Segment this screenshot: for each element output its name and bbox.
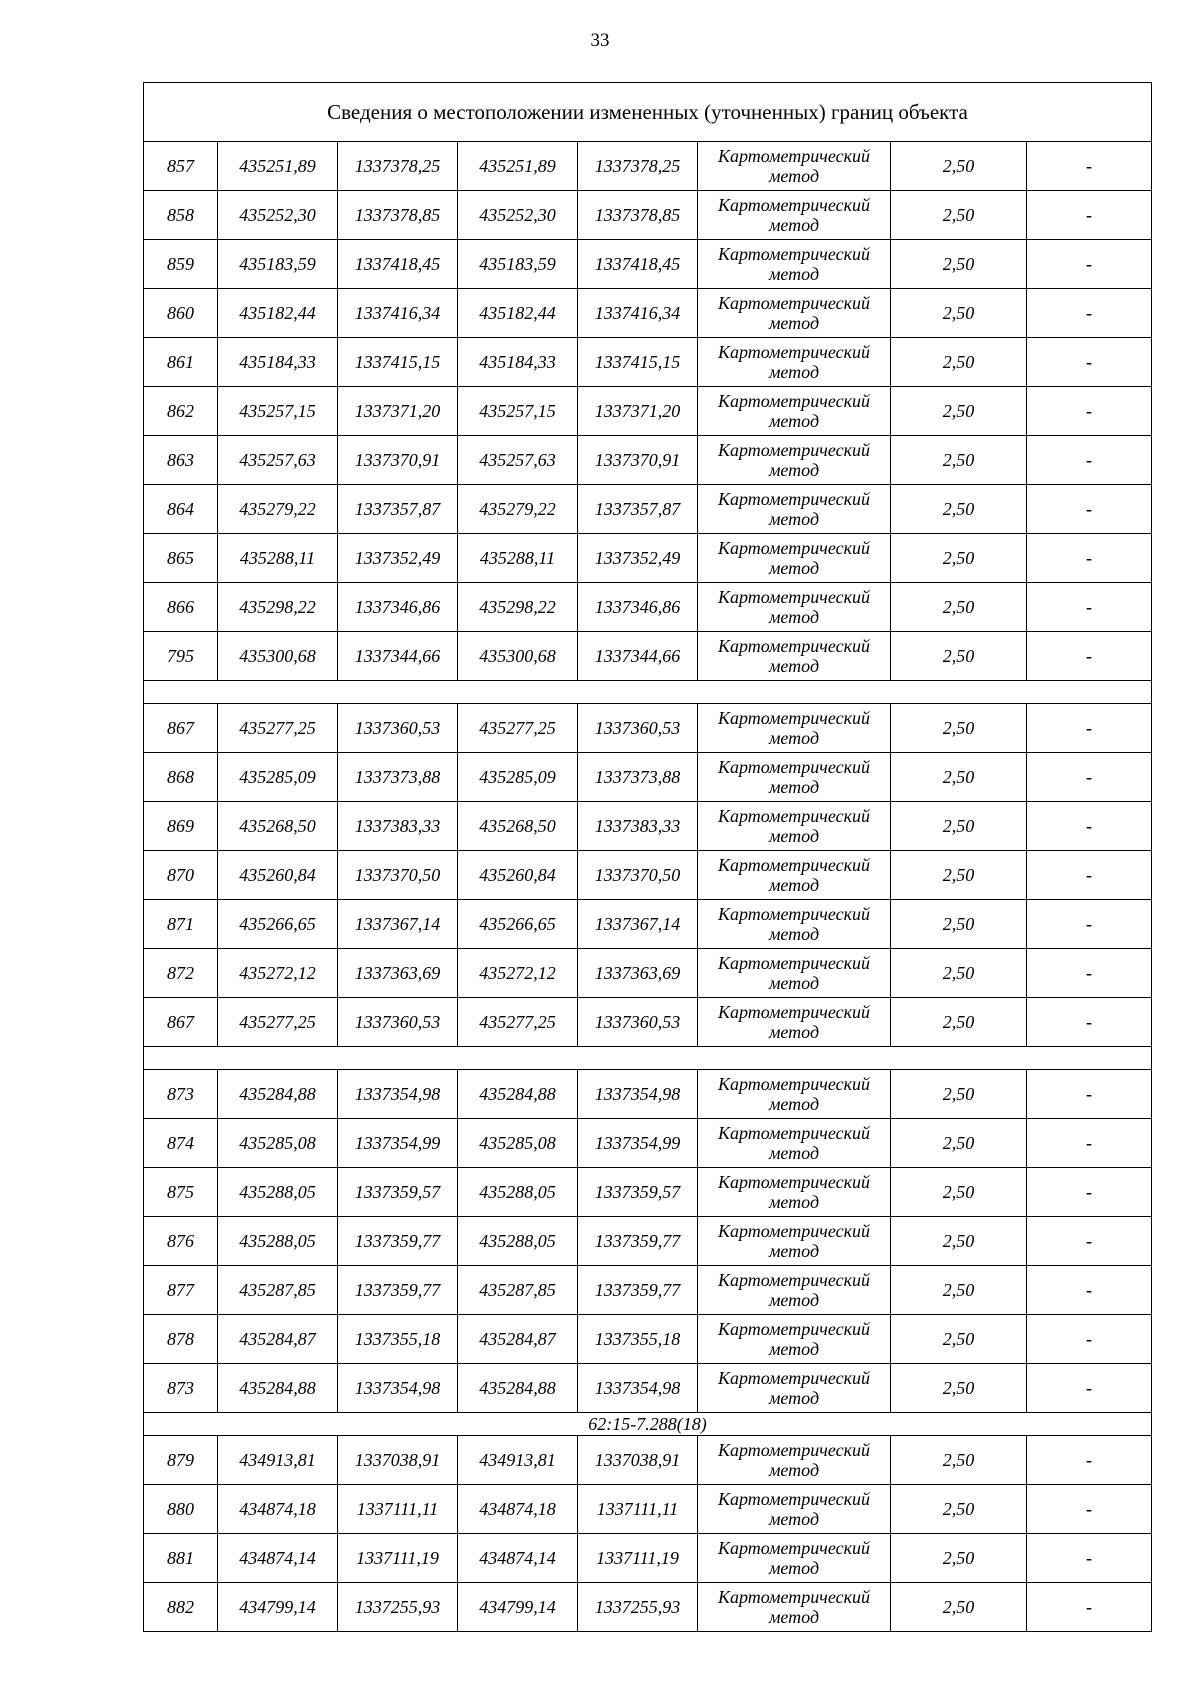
existing-x-cell: 435266,65	[218, 900, 338, 949]
accuracy-cell: 2,50	[891, 436, 1027, 485]
new-y-cell: 1337038,91	[578, 1436, 698, 1485]
existing-y-cell: 1337111,11	[338, 1485, 458, 1534]
method-cell: Картометрический метод	[698, 851, 891, 900]
method-cell: Картометрический метод	[698, 802, 891, 851]
boundary-coordinates-table	[143, 82, 1152, 1632]
table-row	[144, 998, 1152, 1047]
table-row	[144, 338, 1152, 387]
contour-separator	[144, 1047, 1152, 1070]
table-row	[144, 851, 1152, 900]
accuracy-cell: 2,50	[891, 240, 1027, 289]
new-y-cell: 1337357,87	[578, 485, 698, 534]
existing-y-cell: 1337367,14	[338, 900, 458, 949]
description-cell: -	[1027, 1534, 1152, 1583]
method-cell: Картометрический метод	[698, 1217, 891, 1266]
method-cell: Картометрический метод	[698, 1070, 891, 1119]
table-row	[144, 534, 1152, 583]
method-cell: Картометрический метод	[698, 900, 891, 949]
new-x-cell: 435183,59	[458, 240, 578, 289]
method-cell: Картометрический метод	[698, 949, 891, 998]
existing-x-cell: 435300,68	[218, 632, 338, 681]
table-row	[144, 900, 1152, 949]
point-number-cell: 863	[144, 436, 218, 485]
point-number-cell: 874	[144, 1119, 218, 1168]
table-row	[144, 1583, 1152, 1632]
method-cell: Картометрический метод	[698, 534, 891, 583]
point-number-cell: 860	[144, 289, 218, 338]
existing-x-cell: 435260,84	[218, 851, 338, 900]
accuracy-cell: 2,50	[891, 900, 1027, 949]
new-y-cell: 1337344,66	[578, 632, 698, 681]
accuracy-cell: 2,50	[891, 802, 1027, 851]
accuracy-cell: 2,50	[891, 704, 1027, 753]
accuracy-cell: 2,50	[891, 998, 1027, 1047]
point-number-cell: 880	[144, 1485, 218, 1534]
new-y-cell: 1337255,93	[578, 1583, 698, 1632]
accuracy-cell: 2,50	[891, 1119, 1027, 1168]
method-cell: Картометрический метод	[698, 338, 891, 387]
existing-y-cell: 1337359,77	[338, 1266, 458, 1315]
method-cell: Картометрический метод	[698, 1315, 891, 1364]
new-x-cell: 435284,88	[458, 1070, 578, 1119]
method-cell: Картометрический метод	[698, 1485, 891, 1534]
new-y-cell: 1337354,99	[578, 1119, 698, 1168]
new-x-cell: 435284,87	[458, 1315, 578, 1364]
new-x-cell: 435184,33	[458, 338, 578, 387]
existing-x-cell: 435251,89	[218, 142, 338, 191]
existing-y-cell: 1337255,93	[338, 1583, 458, 1632]
new-y-cell: 1337383,33	[578, 802, 698, 851]
existing-x-cell: 435277,25	[218, 704, 338, 753]
new-x-cell: 435284,88	[458, 1364, 578, 1413]
existing-y-cell: 1337371,20	[338, 387, 458, 436]
table-row	[144, 1436, 1152, 1485]
method-cell: Картометрический метод	[698, 632, 891, 681]
description-cell: -	[1027, 583, 1152, 632]
description-cell: -	[1027, 289, 1152, 338]
new-x-cell: 435277,25	[458, 704, 578, 753]
point-number-cell: 873	[144, 1070, 218, 1119]
new-y-cell: 1337370,50	[578, 851, 698, 900]
accuracy-cell: 2,50	[891, 851, 1027, 900]
existing-y-cell: 1337344,66	[338, 632, 458, 681]
accuracy-cell: 2,50	[891, 338, 1027, 387]
existing-y-cell: 1337038,91	[338, 1436, 458, 1485]
point-number-cell: 865	[144, 534, 218, 583]
point-number-cell: 873	[144, 1364, 218, 1413]
new-x-cell: 435277,25	[458, 998, 578, 1047]
table-row	[144, 387, 1152, 436]
new-x-cell: 434874,18	[458, 1485, 578, 1534]
table-row	[144, 485, 1152, 534]
point-number-cell: 868	[144, 753, 218, 802]
description-cell: -	[1027, 1070, 1152, 1119]
description-cell: -	[1027, 338, 1152, 387]
table-row	[144, 142, 1152, 191]
existing-y-cell: 1337352,49	[338, 534, 458, 583]
accuracy-cell: 2,50	[891, 387, 1027, 436]
section-header-row	[144, 1413, 1152, 1436]
new-y-cell: 1337359,57	[578, 1168, 698, 1217]
new-x-cell: 434799,14	[458, 1583, 578, 1632]
new-x-cell: 435257,63	[458, 436, 578, 485]
new-x-cell: 435182,44	[458, 289, 578, 338]
new-y-cell: 1337415,15	[578, 338, 698, 387]
accuracy-cell: 2,50	[891, 534, 1027, 583]
description-cell: -	[1027, 1217, 1152, 1266]
existing-y-cell: 1337370,91	[338, 436, 458, 485]
table-row	[144, 436, 1152, 485]
table-row	[144, 240, 1152, 289]
point-number-cell: 861	[144, 338, 218, 387]
description-cell: -	[1027, 485, 1152, 534]
table-row	[144, 191, 1152, 240]
section-header: 62:15-7.288(18)	[144, 1413, 1152, 1436]
description-cell: -	[1027, 998, 1152, 1047]
point-number-cell: 866	[144, 583, 218, 632]
method-cell: Картометрический метод	[698, 753, 891, 802]
existing-x-cell: 435298,22	[218, 583, 338, 632]
existing-y-cell: 1337111,19	[338, 1534, 458, 1583]
point-number-cell: 882	[144, 1583, 218, 1632]
accuracy-cell: 2,50	[891, 1364, 1027, 1413]
existing-x-cell: 435268,50	[218, 802, 338, 851]
point-number-cell: 870	[144, 851, 218, 900]
existing-x-cell: 435284,87	[218, 1315, 338, 1364]
new-y-cell: 1337378,85	[578, 191, 698, 240]
new-x-cell: 435268,50	[458, 802, 578, 851]
existing-x-cell: 435277,25	[218, 998, 338, 1047]
new-x-cell: 434913,81	[458, 1436, 578, 1485]
description-cell: -	[1027, 1583, 1152, 1632]
method-cell: Картометрический метод	[698, 436, 891, 485]
existing-y-cell: 1337373,88	[338, 753, 458, 802]
existing-x-cell: 434913,81	[218, 1436, 338, 1485]
new-x-cell: 435300,68	[458, 632, 578, 681]
table-row	[144, 1119, 1152, 1168]
description-cell: -	[1027, 900, 1152, 949]
existing-x-cell: 435257,15	[218, 387, 338, 436]
table-title-row	[144, 83, 1152, 142]
new-y-cell: 1337352,49	[578, 534, 698, 583]
accuracy-cell: 2,50	[891, 191, 1027, 240]
accuracy-cell: 2,50	[891, 1266, 1027, 1315]
existing-y-cell: 1337346,86	[338, 583, 458, 632]
method-cell: Картометрический метод	[698, 583, 891, 632]
description-cell: -	[1027, 1364, 1152, 1413]
description-cell: -	[1027, 436, 1152, 485]
new-y-cell: 1337373,88	[578, 753, 698, 802]
existing-y-cell: 1337378,25	[338, 142, 458, 191]
new-y-cell: 1337359,77	[578, 1217, 698, 1266]
new-x-cell: 435266,65	[458, 900, 578, 949]
accuracy-cell: 2,50	[891, 632, 1027, 681]
new-y-cell: 1337360,53	[578, 704, 698, 753]
existing-y-cell: 1337378,85	[338, 191, 458, 240]
contour-separator-row	[144, 1047, 1152, 1070]
existing-y-cell: 1337354,98	[338, 1070, 458, 1119]
new-x-cell: 435287,85	[458, 1266, 578, 1315]
new-y-cell: 1337378,25	[578, 142, 698, 191]
point-number-cell: 867	[144, 704, 218, 753]
point-number-cell: 878	[144, 1315, 218, 1364]
point-number-cell: 867	[144, 998, 218, 1047]
accuracy-cell: 2,50	[891, 583, 1027, 632]
description-cell: -	[1027, 632, 1152, 681]
new-y-cell: 1337418,45	[578, 240, 698, 289]
existing-x-cell: 435252,30	[218, 191, 338, 240]
table-row	[144, 583, 1152, 632]
method-cell: Картометрический метод	[698, 1266, 891, 1315]
description-cell: -	[1027, 191, 1152, 240]
accuracy-cell: 2,50	[891, 1168, 1027, 1217]
description-cell: -	[1027, 851, 1152, 900]
existing-y-cell: 1337370,50	[338, 851, 458, 900]
method-cell: Картометрический метод	[698, 387, 891, 436]
method-cell: Картометрический метод	[698, 1436, 891, 1485]
description-cell: -	[1027, 534, 1152, 583]
method-cell: Картометрический метод	[698, 1364, 891, 1413]
table-row	[144, 1485, 1152, 1534]
table-row	[144, 1217, 1152, 1266]
existing-y-cell: 1337354,99	[338, 1119, 458, 1168]
point-number-cell: 858	[144, 191, 218, 240]
table-row	[144, 1315, 1152, 1364]
method-cell: Картометрический метод	[698, 289, 891, 338]
existing-y-cell: 1337355,18	[338, 1315, 458, 1364]
new-y-cell: 1337346,86	[578, 583, 698, 632]
new-x-cell: 435288,05	[458, 1217, 578, 1266]
point-number-cell: 864	[144, 485, 218, 534]
description-cell: -	[1027, 1315, 1152, 1364]
description-cell: -	[1027, 1436, 1152, 1485]
new-y-cell: 1337370,91	[578, 436, 698, 485]
method-cell: Картометрический метод	[698, 1168, 891, 1217]
contour-separator-row	[144, 681, 1152, 704]
accuracy-cell: 2,50	[891, 753, 1027, 802]
point-number-cell: 869	[144, 802, 218, 851]
method-cell: Картометрический метод	[698, 142, 891, 191]
description-cell: -	[1027, 387, 1152, 436]
table-row	[144, 1266, 1152, 1315]
new-x-cell: 435260,84	[458, 851, 578, 900]
new-x-cell: 435285,09	[458, 753, 578, 802]
existing-x-cell: 435285,09	[218, 753, 338, 802]
existing-y-cell: 1337359,57	[338, 1168, 458, 1217]
point-number-cell: 795	[144, 632, 218, 681]
accuracy-cell: 2,50	[891, 1070, 1027, 1119]
existing-x-cell: 435284,88	[218, 1070, 338, 1119]
point-number-cell: 877	[144, 1266, 218, 1315]
existing-x-cell: 435285,08	[218, 1119, 338, 1168]
contour-separator	[144, 681, 1152, 704]
new-x-cell: 435285,08	[458, 1119, 578, 1168]
existing-y-cell: 1337415,15	[338, 338, 458, 387]
accuracy-cell: 2,50	[891, 1436, 1027, 1485]
new-y-cell: 1337354,98	[578, 1364, 698, 1413]
existing-y-cell: 1337354,98	[338, 1364, 458, 1413]
new-x-cell: 435251,89	[458, 142, 578, 191]
new-x-cell: 435272,12	[458, 949, 578, 998]
accuracy-cell: 2,50	[891, 1534, 1027, 1583]
new-x-cell: 435257,15	[458, 387, 578, 436]
table-body	[144, 83, 1152, 1632]
new-y-cell: 1337111,19	[578, 1534, 698, 1583]
description-cell: -	[1027, 240, 1152, 289]
existing-x-cell: 435183,59	[218, 240, 338, 289]
point-number-cell: 872	[144, 949, 218, 998]
description-cell: -	[1027, 1119, 1152, 1168]
description-cell: -	[1027, 1266, 1152, 1315]
description-cell: -	[1027, 1485, 1152, 1534]
method-cell: Картометрический метод	[698, 1119, 891, 1168]
existing-y-cell: 1337360,53	[338, 704, 458, 753]
new-y-cell: 1337360,53	[578, 998, 698, 1047]
existing-x-cell: 435182,44	[218, 289, 338, 338]
existing-x-cell: 435287,85	[218, 1266, 338, 1315]
point-number-cell: 876	[144, 1217, 218, 1266]
description-cell: -	[1027, 802, 1152, 851]
new-y-cell: 1337371,20	[578, 387, 698, 436]
accuracy-cell: 2,50	[891, 289, 1027, 338]
new-x-cell: 435288,11	[458, 534, 578, 583]
point-number-cell: 857	[144, 142, 218, 191]
description-cell: -	[1027, 949, 1152, 998]
existing-x-cell: 435279,22	[218, 485, 338, 534]
page-number: 33	[590, 30, 610, 51]
existing-y-cell: 1337357,87	[338, 485, 458, 534]
new-y-cell: 1337354,98	[578, 1070, 698, 1119]
new-x-cell: 435288,05	[458, 1168, 578, 1217]
existing-x-cell: 434799,14	[218, 1583, 338, 1632]
point-number-cell: 879	[144, 1436, 218, 1485]
description-cell: -	[1027, 704, 1152, 753]
table-row	[144, 704, 1152, 753]
point-number-cell: 875	[144, 1168, 218, 1217]
new-x-cell: 435298,22	[458, 583, 578, 632]
accuracy-cell: 2,50	[891, 1583, 1027, 1632]
existing-x-cell: 435272,12	[218, 949, 338, 998]
point-number-cell: 862	[144, 387, 218, 436]
method-cell: Картометрический метод	[698, 1583, 891, 1632]
method-cell: Картометрический метод	[698, 485, 891, 534]
existing-y-cell: 1337418,45	[338, 240, 458, 289]
new-y-cell: 1337359,77	[578, 1266, 698, 1315]
description-cell: -	[1027, 753, 1152, 802]
new-y-cell: 1337367,14	[578, 900, 698, 949]
existing-x-cell: 434874,18	[218, 1485, 338, 1534]
existing-y-cell: 1337359,77	[338, 1217, 458, 1266]
accuracy-cell: 2,50	[891, 1485, 1027, 1534]
table-row	[144, 949, 1152, 998]
existing-x-cell: 435257,63	[218, 436, 338, 485]
existing-y-cell: 1337363,69	[338, 949, 458, 998]
method-cell: Картометрический метод	[698, 704, 891, 753]
method-cell: Картометрический метод	[698, 998, 891, 1047]
new-y-cell: 1337363,69	[578, 949, 698, 998]
point-number-cell: 881	[144, 1534, 218, 1583]
description-cell: -	[1027, 142, 1152, 191]
table-row	[144, 1534, 1152, 1583]
method-cell: Картометрический метод	[698, 1534, 891, 1583]
new-y-cell: 1337111,11	[578, 1485, 698, 1534]
new-x-cell: 435252,30	[458, 191, 578, 240]
existing-x-cell: 435288,05	[218, 1217, 338, 1266]
point-number-cell: 871	[144, 900, 218, 949]
table-row	[144, 1168, 1152, 1217]
accuracy-cell: 2,50	[891, 1217, 1027, 1266]
table-row	[144, 1364, 1152, 1413]
existing-x-cell: 435288,11	[218, 534, 338, 583]
new-x-cell: 435279,22	[458, 485, 578, 534]
table-row	[144, 632, 1152, 681]
existing-y-cell: 1337416,34	[338, 289, 458, 338]
new-x-cell: 434874,14	[458, 1534, 578, 1583]
table-row	[144, 289, 1152, 338]
existing-y-cell: 1337360,53	[338, 998, 458, 1047]
method-cell: Картометрический метод	[698, 191, 891, 240]
method-cell: Картометрический метод	[698, 240, 891, 289]
accuracy-cell: 2,50	[891, 949, 1027, 998]
existing-x-cell: 435184,33	[218, 338, 338, 387]
accuracy-cell: 2,50	[891, 485, 1027, 534]
existing-y-cell: 1337383,33	[338, 802, 458, 851]
table-row	[144, 1070, 1152, 1119]
table-title: Сведения о местоположении измененных (уточненных) границ объекта	[144, 83, 1152, 142]
existing-x-cell: 434874,14	[218, 1534, 338, 1583]
accuracy-cell: 2,50	[891, 142, 1027, 191]
description-cell: -	[1027, 1168, 1152, 1217]
accuracy-cell: 2,50	[891, 1315, 1027, 1364]
new-y-cell: 1337416,34	[578, 289, 698, 338]
existing-x-cell: 435284,88	[218, 1364, 338, 1413]
existing-x-cell: 435288,05	[218, 1168, 338, 1217]
table-row	[144, 802, 1152, 851]
point-number-cell: 859	[144, 240, 218, 289]
new-y-cell: 1337355,18	[578, 1315, 698, 1364]
table-row	[144, 753, 1152, 802]
